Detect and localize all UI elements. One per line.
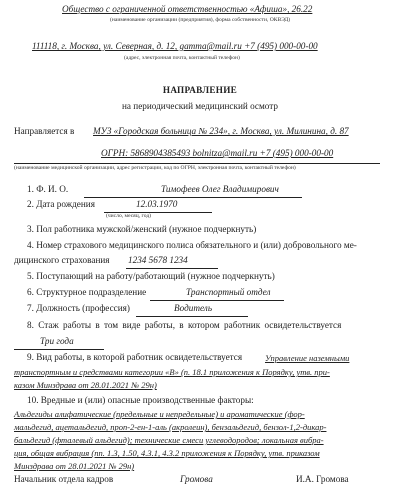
department-underline [150, 300, 284, 301]
work-type-value-2: транспортным и средствами категории «В» (п. 18.1 приложения к Порядку, утв. при- [14, 367, 330, 377]
signatory-name: И.А. Громова [296, 474, 349, 484]
signature: Громова [180, 474, 213, 484]
work-type-value-3: казом Минздрава от 28.01.2021 № 29н) [14, 380, 157, 390]
position-underline [136, 316, 248, 317]
signatory-role: Начальник отдела кадров [14, 474, 114, 484]
medical-organization-ogrn: ОГРН: 5868904385493 bolnitza@mail.ru +7 (495) 000-00-00 [101, 148, 334, 158]
dob-caption: (число, месяц, год) [106, 213, 152, 219]
policy-label-1: 4. Номер страхового медицинского полиса обязательного и (или) добровольного ме- [27, 240, 357, 250]
document-subtitle: на периодический медицинский осмотр [121, 101, 278, 111]
work-type-value-1: Управление наземными [265, 353, 350, 363]
position-label: 7. Должность (профессия) [27, 303, 130, 313]
directed-label: Направляется в [14, 126, 75, 136]
department-value: Транспортный отдел [186, 287, 271, 297]
ogrn-underline [14, 163, 380, 164]
organization-name: Общество с ограниченной ответственностью «Афиша», 26.22 [62, 4, 313, 14]
dob-value: 12.03.1970 [136, 199, 178, 209]
hazards-line-1: Альдегиды алифатические (предельные и непредельные) и ароматические (фор- [14, 409, 305, 419]
experience-value: Три года [40, 336, 74, 346]
hazards-line-2: мальдегид, ацетальдегид, проп-2-ен-1-аль (акролеин), бензальдегид, бензол-1,2-дикар- [14, 422, 327, 432]
experience-label: 8. Стаж работы в том виде работы, в котором работник освидетельствуется [27, 320, 342, 330]
dob-label: 2. Дата рождения [27, 199, 95, 209]
address-caption: (адрес, электронная почта, контактный телефон) [124, 55, 240, 61]
fio-label: 1. Ф. И. О. [27, 184, 69, 194]
employment-status: 5. Поступающий на работу/работающий (нужное подчеркнуть) [27, 271, 275, 281]
medical-organization-caption: (наименование медицинской организации, адрес регистрации, код по ОГРН, электронная почта, контактный телефон) [14, 165, 296, 171]
position-value: Водитель [174, 303, 212, 313]
policy-underline [126, 268, 218, 269]
policy-value: 1234 5678 1234 [128, 255, 188, 265]
hazards-line-5: Минздрава от 28.01.2021 № 29н) [14, 461, 135, 471]
policy-label-2: дицинского страхования [14, 255, 110, 265]
hazards-line-4: ция, общая вибрация (пп. 1.3, 1.50, 4.3.1, 4.3.2 приложения к Порядку, утв. приказом [14, 448, 320, 458]
organization-address: 111118, г. Москва, ул. Северная, д. 12, gamma@mail.ru +7 (495) 000-00-00 [32, 41, 318, 51]
experience-underline [14, 349, 104, 350]
document-title: НАПРАВЛЕНИЕ [162, 85, 238, 95]
hazards-line-3: бальдегид (фталевый альдегид); технические смеси углеводородов; локальная вибра- [14, 435, 324, 445]
fio-underline [84, 197, 302, 198]
fio-value: Тимофеев Олег Владимирович [161, 184, 279, 194]
medical-organization: МУЗ «Городская больница № 234», г. Москва, ул. Милинина, д. 87 [93, 126, 349, 136]
department-label: 6. Структурное подразделение [27, 287, 147, 297]
hazards-label: 10. Вредные и (или) опасные производственные факторы: [27, 395, 254, 405]
gender-field: 3. Пол работника мужской/женский (нужное подчеркнуть) [27, 224, 257, 234]
work-type-label: 9. Вид работы, в которой работник освидетельствуется [27, 352, 243, 362]
organization-caption: (наименование организации (предприятия), форма собственности, ОКВЭД) [110, 17, 291, 23]
